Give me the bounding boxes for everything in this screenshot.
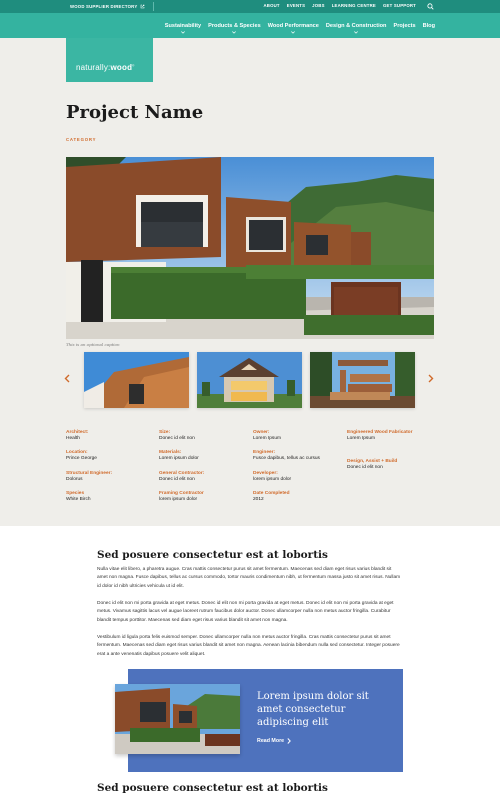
chevron-down-icon [232, 31, 236, 34]
spec-framing-contractor: Framing Contractor lorem ipsum dolor [159, 491, 204, 502]
spec-design-assist-build: Design, Assist + Build Donec id elit non [347, 459, 398, 470]
spec-architect: Architect: Health [66, 430, 89, 441]
article-heading: Sed posuere consectetur est at lobortis [97, 549, 328, 561]
nav-item-design-construction[interactable]: Design & Construction [326, 23, 387, 34]
jobs-link[interactable]: JOBS [312, 3, 325, 8]
spec-general-contractor: General Contractor: Donec id elit non [159, 471, 205, 482]
nav-item-wood-performance[interactable]: Wood Performance [268, 23, 319, 34]
callout-image [115, 684, 240, 754]
spec-developer: Developer: lorem ipsum dolor [253, 471, 292, 482]
search-icon[interactable] [427, 3, 434, 10]
hero-image [66, 157, 434, 339]
spec-size: Size: Donec id elit non [159, 430, 195, 441]
article-paragraph: Vestibulum id ligula porta felis euismod semper. Donec ullamcorper nulla non metus auctor fringilla. Cras mattis consectetur purus sit amet fermentum. Maecenas sed diam eget risus varius blandit sit amet non magna. Aenean lacinia bibendum nulla sed consectetur. Integer posuere erat a ante venenatis dapibus posuere velit aliquet. [97, 635, 400, 657]
hero-house-illustration [66, 157, 434, 339]
carousel-thumb[interactable] [84, 352, 189, 408]
utility-bar [0, 0, 500, 13]
about-link[interactable]: ABOUT [263, 3, 280, 8]
article-heading: Sed posuere consectetur est at lobortis [97, 782, 328, 794]
spec-engineer: Engineer: Fusce dapibus, tellus ac cursus [253, 450, 320, 461]
learning-centre-link[interactable]: LEARNING CENTRE [331, 3, 376, 8]
nav-item-products-species[interactable]: Products & Species [208, 23, 261, 34]
spec-materials: Materials: Lorem ipsum dolor [159, 450, 199, 461]
nav-item-projects[interactable]: Projects [393, 23, 416, 29]
events-link[interactable]: EVENTS [286, 3, 306, 8]
arrow-right-icon[interactable] [427, 374, 434, 383]
callout-heading: Lorem ipsum dolor sit amet consectetur adipiscing elit [257, 691, 369, 728]
wood-supplier-directory-link[interactable] [70, 2, 154, 11]
main-nav [0, 13, 500, 38]
article-paragraph: Nulla vitae elit libero, a pharetra augue. Cras mattis consectetur purus sit amet fermentum. Maecenas sed diam eget risus varius blandit sit amet non magna. Fusce dapibus, tellus ac cursus commodo, tortor mauris condimentum nibh, ut fermentum massa justo sit amet risus. Nullam id dolor id nibh ultricies vehicula ut id elit. [97, 567, 401, 589]
read-more-link[interactable]: Read More [257, 738, 291, 744]
spec-engineered-wood-fabricator: Engineered Wood Fabricator Lorem Ipsum [347, 430, 413, 441]
carousel-thumb[interactable] [310, 352, 415, 408]
spec-species: Species White Birch [66, 491, 91, 502]
spec-location: Location: Prince George [66, 450, 97, 461]
arrow-left-icon[interactable] [64, 374, 71, 383]
chevron-down-icon [181, 31, 185, 34]
logo-text: naturally:wood® [76, 63, 135, 72]
chevron-right-icon [287, 738, 291, 744]
naturally-wood-logo[interactable] [66, 38, 153, 82]
spec-structural-engineer: Structural Engineer: Dolorus [66, 471, 113, 482]
supplier-link-label: WOOD SUPPLIER DIRECTORY [70, 4, 138, 9]
get-support-link[interactable]: GET SUPPORT [383, 3, 416, 8]
category-label: CATEGORY [66, 137, 97, 142]
image-caption: This is an optional caption [66, 342, 120, 347]
spec-date-completed: Date Completed 2012 [253, 491, 290, 502]
article-paragraph: Donec id elit non mi porta gravida at eget metus. Donec id elit non mi porta gravida at eget metus. Donec id elit non mi porta gravida at eget metus. Vivamus sagittis lacus vel augue laoreet rutrum faucibus dolor auctor. Donec ullamcorper nulla non metus auctor fringilla. Curabitur blandit tempus porttitor. Maecenas sed diam eget risus varius blandit sit amet non magna. [97, 601, 394, 623]
nav-item-sustainability[interactable]: Sustainability [165, 23, 201, 34]
image-carousel [66, 350, 434, 412]
spec-owner: Owner: Lorem Ipsum [253, 430, 281, 441]
external-link-icon [140, 4, 145, 9]
page-title: Project Name [66, 102, 204, 123]
chevron-down-icon [291, 31, 295, 34]
chevron-down-icon [354, 31, 358, 34]
utility-links [263, 3, 416, 8]
nav-item-blog[interactable]: Blog [422, 23, 435, 29]
carousel-thumb[interactable] [197, 352, 302, 408]
